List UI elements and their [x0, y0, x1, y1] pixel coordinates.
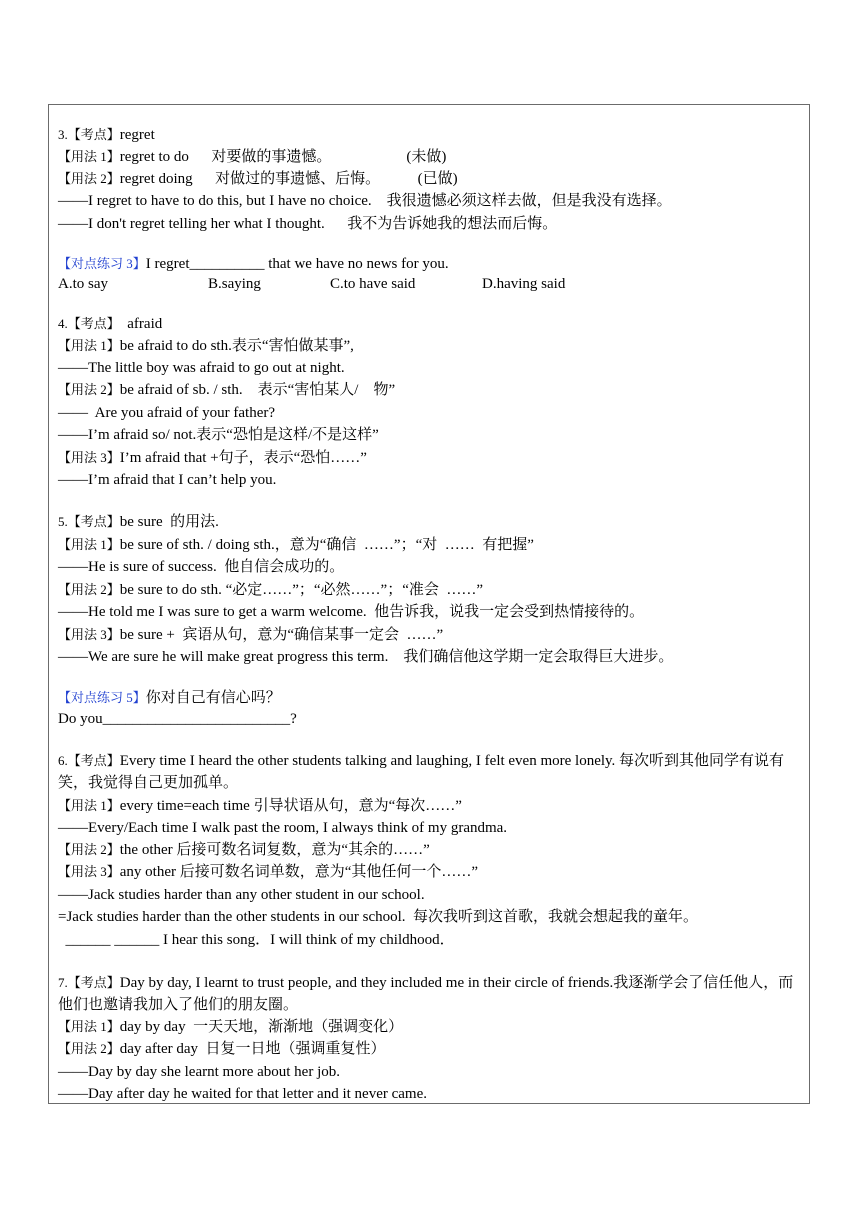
s6-usage-3	[58, 862, 478, 882]
usage-tag: 【用法 2】	[58, 1041, 120, 1056]
s3-option-a: A.to say	[58, 276, 108, 292]
s6-example-3: =Jack studies harder than the other students in our school. 每次我听到这首歌，我就会想起我的童年。	[58, 909, 699, 925]
s6-example-2: ——Jack studies harder than any other student in our school.	[58, 887, 425, 903]
s4-tag: 【考点】	[67, 316, 120, 331]
s3-usage-1	[58, 147, 446, 167]
s4-example-1: ——The little boy was afraid to go out at night.	[58, 360, 345, 376]
s6-example-1: ——Every/Each time I walk past the room, I always think of my grandma.	[58, 820, 508, 836]
s3-option-b: B.saying	[208, 276, 261, 292]
s4-title: afraid	[119, 316, 163, 332]
usage-text: regret to do 对要做的事遗憾。 (未做)	[119, 149, 447, 165]
usage-text: be sure + 宾语从句，意为“确信某事一定会 ……”	[119, 627, 444, 643]
usage-text: be sure of sth. / doing sth.，意为“确信 ……”；“对 …… 有把握”	[119, 537, 534, 553]
s5-usage-3	[58, 625, 443, 645]
usage-text: be afraid of sb. / sth. 表示“害怕某人/ 物”	[119, 382, 396, 398]
s3-practice	[58, 254, 449, 274]
usage-tag: 【用法 1】	[58, 798, 120, 813]
s6-number: 6.	[58, 753, 68, 768]
s3-option-c: C.to have said	[330, 276, 416, 292]
s6-usage-1	[58, 796, 462, 816]
usage-text: be sure to do sth. “必定……”；“必然……”；“准会 ……”	[119, 582, 484, 598]
s5-title: be sure 的用法.	[119, 514, 219, 530]
s4-usage-3	[58, 448, 367, 468]
s3-example-1: ——I regret to have to do this, but I have no choice. 我很遗憾必须这样去做，但是我没有选择。	[58, 193, 672, 209]
usage-text: the other 后接可数名词复数，意为“其余的……”	[119, 842, 430, 858]
s7-usage-2	[58, 1039, 386, 1059]
s6-tag: 【考点】	[67, 753, 120, 768]
s4-usage-2	[58, 380, 395, 400]
s4-example-2: —— Are you afraid of your father?	[58, 405, 276, 421]
usage-text: I’m afraid that +句子，表示“恐怕……”	[119, 450, 367, 466]
usage-tag: 【用法 3】	[58, 450, 120, 465]
s4-header	[58, 314, 162, 334]
usage-tag: 【用法 1】	[58, 1019, 120, 1034]
s4-example-4: ——I’m afraid that I can’t help you.	[58, 472, 277, 488]
s4-number: 4.	[58, 316, 68, 331]
usage-tag: 【用法 2】	[58, 171, 120, 186]
usage-tag: 【用法 1】	[58, 537, 120, 552]
s5-example-1: ——He is sure of success. 他自信会成功的。	[58, 559, 345, 575]
s6-usage-2	[58, 840, 430, 860]
s5-example-3: ——We are sure he will make great progress this term. 我们确信他这学期一定会取得巨大进步。	[58, 649, 674, 665]
s5-usage-2	[58, 580, 483, 600]
s4-usage-1	[58, 336, 354, 356]
practice-text: I regret__________ that we have no news for you.	[145, 256, 449, 272]
s3-example-2: ——I don't regret telling her what I thought. 我不为告诉她我的想法而后悔。	[58, 216, 558, 232]
usage-tag: 【用法 1】	[58, 338, 120, 353]
s3-usage-2	[58, 169, 458, 189]
usage-tag: 【用法 1】	[58, 149, 120, 164]
s7-example-1: ——Day by day she learnt more about her job.	[58, 1064, 341, 1080]
s3-title: regret	[119, 127, 155, 143]
s5-tag: 【考点】	[67, 514, 120, 529]
s5-header	[58, 512, 219, 532]
s7-header	[58, 972, 808, 1016]
s3-tag: 【考点】	[67, 127, 120, 142]
practice-text: 你对自己有信心吗？	[145, 690, 281, 706]
s7-example-2: ——Day after day he waited for that letter and it never came.	[58, 1086, 428, 1102]
s3-number: 3.	[58, 127, 68, 142]
s6-header	[58, 750, 808, 794]
s5-usage-1	[58, 535, 534, 555]
s5-example-2: ——He told me I was sure to get a warm welcome. 他告诉我，说我一定会受到热情接待的。	[58, 604, 645, 620]
usage-text: day by day 一天天地，渐渐地（强调变化）	[119, 1019, 404, 1035]
usage-text: regret doing 对做过的事遗憾、后悔。 (已做)	[119, 171, 458, 187]
usage-tag: 【用法 2】	[58, 842, 120, 857]
usage-tag: 【用法 2】	[58, 382, 120, 397]
s7-title: Day by day, I learnt to trust people, and they included me in their circle of friends.我逐渐学会了信任他人，而他们也邀请我加入了他们的朋友圈。	[58, 975, 794, 1013]
practice-tag: 【对点练习 3】	[58, 256, 146, 271]
s7-tag: 【考点】	[67, 975, 120, 990]
usage-text: be afraid to do sth.表示“害怕做某事”,	[119, 338, 354, 354]
s6-title: Every time I heard the other students talking and laughing, I felt even more lonely. 每次听到其他同学有说有笑，我觉得自己更加孤单。	[58, 753, 785, 791]
s7-usage-1	[58, 1017, 403, 1037]
usage-tag: 【用法 2】	[58, 582, 120, 597]
s3-option-d: D.having said	[482, 276, 566, 292]
usage-tag: 【用法 3】	[58, 864, 120, 879]
s3-header	[58, 125, 155, 145]
usage-text: day after day 日复一日地（强调重复性）	[119, 1041, 386, 1057]
usage-tag: 【用法 3】	[58, 627, 120, 642]
s5-practice-blank: Do you_________________________?	[58, 711, 297, 727]
s5-number: 5.	[58, 514, 68, 529]
s7-number: 7.	[58, 975, 68, 990]
usage-text: any other 后接可数名词单数，意为“其他任何一个……”	[119, 864, 479, 880]
s6-exercise: ______ ______ I hear this song．I will think of my childhood．	[58, 932, 455, 948]
usage-text: every time=each time 引导状语从句，意为“每次……”	[119, 798, 462, 814]
s4-example-3: ——I’m afraid so/ not.表示“恐怕是这样/不是这样”	[58, 427, 379, 443]
practice-tag: 【对点练习 5】	[58, 690, 146, 705]
s5-practice	[58, 688, 281, 708]
